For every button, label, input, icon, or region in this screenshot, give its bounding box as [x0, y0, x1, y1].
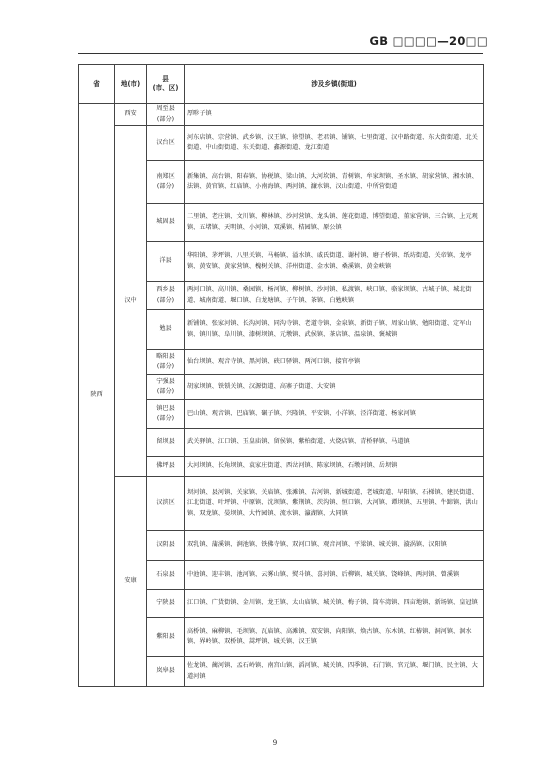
county-cell: 石泉县: [147, 561, 185, 590]
towns-cell: 华阳镇、茅坪镇、八里关镇、马畅镇、溢水镇、戚氏街道、谢村镇、磨子桥镇、纸坊街道、关帝镇、龙亭镇、黄安镇、黄家营镇、槐树关镇、洋州街道、金水镇、桑溪镇、黄金峡镇: [185, 242, 484, 282]
table-row: [79, 104, 484, 126]
towns-cell: 武关驿镇、江口镇、玉皇庙镇、留侯镇、紫柏街道、火烧店镇、青桥驿镇、马道镇: [185, 429, 484, 457]
towns-cell: 二里镇、老庄镇、文川镇、柳林镇、沙河营镇、龙头镇、莲花街道、博望街道、董家营镇、三合镇、上元观镇、五堵镇、天明镇、小河镇、双溪镇、桔园镇、原公镇: [185, 204, 484, 242]
county-cell: 城固县: [147, 204, 185, 242]
towns-cell: 两河口镇、高川镇、桑园镇、杨河镇、柳树镇、沙河镇、私渡镇、峡口镇、骆家坝镇、古城子镇、城北街道、城南街道、堰口镇、白龙塘镇、子午镇、茶镇、白勉峡镇: [185, 282, 484, 310]
towns-cell: 中池镇、迎丰镇、池河镇、云雾山镇、熨斗镇、喜河镇、后柳镇、城关镇、饶峰镇、两河镇、曾溪镇: [185, 561, 484, 590]
table-header-row: [79, 65, 484, 104]
header-rule: [78, 53, 483, 54]
county-cell: 岚皋县: [147, 657, 185, 687]
towns-cell: 厚畛子镇: [185, 104, 484, 126]
county-cell: 汉阴县: [147, 531, 185, 561]
towns-cell: 河东店镇、宗营镇、武乡镇、汉王镇、徐望镇、老君镇、铺镇、七里街道、汉中路街道、东大街街道、北关街道、中山街街道、东关街道、鑫源街道、龙江街道: [185, 126, 484, 161]
city-cell: 汉中: [115, 126, 147, 477]
county-cell: 汉台区: [147, 126, 185, 161]
towns-cell: 坝河镇、县河镇、关家镇、关庙镇、张滩镇、吉河镇、新城街道、老城街道、早阳镇、石梯镇、建民街道、江北街道、叶坪镇、中原镇、沈坝镇、紫荆镇、茨沟镇、恒口镇、大河镇、谭坝镇、五里镇、牛蹄镇、洪山镇、双龙镇、晏坝镇、大竹园镇、流水镇、瀛湖镇、大同镇: [185, 477, 484, 531]
towns-cell: 大河坝镇、长角坝镇、袁家庄街道、西岔河镇、陈家坝镇、石墩河镇、岳坝镇: [185, 457, 484, 477]
table-row: [79, 126, 484, 161]
city-cell: 安康: [115, 477, 147, 687]
county-cell: 宁陕县: [147, 590, 185, 618]
document-code: GB □□□□—20□□: [369, 34, 488, 48]
county-cell: 南郑区 (部分): [147, 161, 185, 204]
towns-cell: 双乳镇、蒲溪镇、涧池镇、铁佛寺镇、双河口镇、观音河镇、平梁镇、城关镇、漩涡镇、汉阳镇: [185, 531, 484, 561]
towns-cell: 高桥镇、麻柳镇、毛坝镇、瓦庙镇、高滩镇、双安镇、向阳镇、焕古镇、东木镇、红椿镇、洞河镇、洄水镇、界岭镇、双桥镇、蒿坪镇、城关镇、汉王镇: [185, 618, 484, 657]
header-towns: 涉及乡镇(街道): [185, 65, 484, 104]
county-cell: 周至县 (部分): [147, 104, 185, 126]
towns-cell: 仙台坝镇、观音寺镇、黑河镇、硖口驿镇、两河口镇、接官亭镇: [185, 350, 484, 375]
towns-cell: 胡家坝镇、铁锁关镇、汉源街道、高寨子街道、大安镇: [185, 375, 484, 400]
county-cell: 西乡县 (部分): [147, 282, 185, 310]
towns-cell: 佐龙镇、蔺河镇、孟石岭镇、南宫山镇、滔河镇、城关镇、四季镇、石门镇、官元镇、堰门镇、民主镇、大道河镇: [185, 657, 484, 687]
town-table: [78, 64, 484, 687]
header-county: 县 (市、区): [147, 65, 185, 104]
towns-cell: 新集镇、高台镇、阳春镇、协税镇、梁山镇、大河坎镇、青树镇、牟家坝镇、圣水镇、胡家营镇、湘水镇、法镇、黄官镇、红庙镇、小南海镇、两河镇、濂水镇、汉山街道、中所营街道: [185, 161, 484, 204]
page-number: 9: [272, 739, 278, 747]
table-row: [79, 477, 484, 531]
county-cell: 留坝县: [147, 429, 185, 457]
towns-cell: 江口镇、广货街镇、金川镇、龙王镇、太山庙镇、城关镇、梅子镇、筒车湾镇、四亩地镇、新场镇、皇冠镇: [185, 590, 484, 618]
county-cell: 宁强县 (部分): [147, 375, 185, 400]
header-province: 省: [79, 65, 115, 104]
towns-cell: 新铺镇、张家河镇、长沟河镇、同沟寺镇、老道寺镇、金泉镇、新街子镇、周家山镇、勉阳街道、定军山镇、镇川镇、阜川镇、漆树坝镇、元墩镇、武侯镇、茶店镇、温泉镇、褒城镇: [185, 310, 484, 350]
county-cell: 汉滨区: [147, 477, 185, 531]
province-cell: 陕西: [79, 104, 115, 687]
county-cell: 紫阳县: [147, 618, 185, 657]
city-cell: 西安: [115, 104, 147, 126]
county-cell: 略阳县 (部分): [147, 350, 185, 375]
towns-cell: 巴山镇、观音镇、巴庙镇、碾子镇、兴隆镇、平安镇、小洋镇、泾洋街道、杨家河镇: [185, 400, 484, 429]
county-cell: 镇巴县 (部分): [147, 400, 185, 429]
county-cell: 佛坪县: [147, 457, 185, 477]
county-cell: 洋县: [147, 242, 185, 282]
county-cell: 勉县: [147, 310, 185, 350]
header-city: 地(市): [115, 65, 147, 104]
